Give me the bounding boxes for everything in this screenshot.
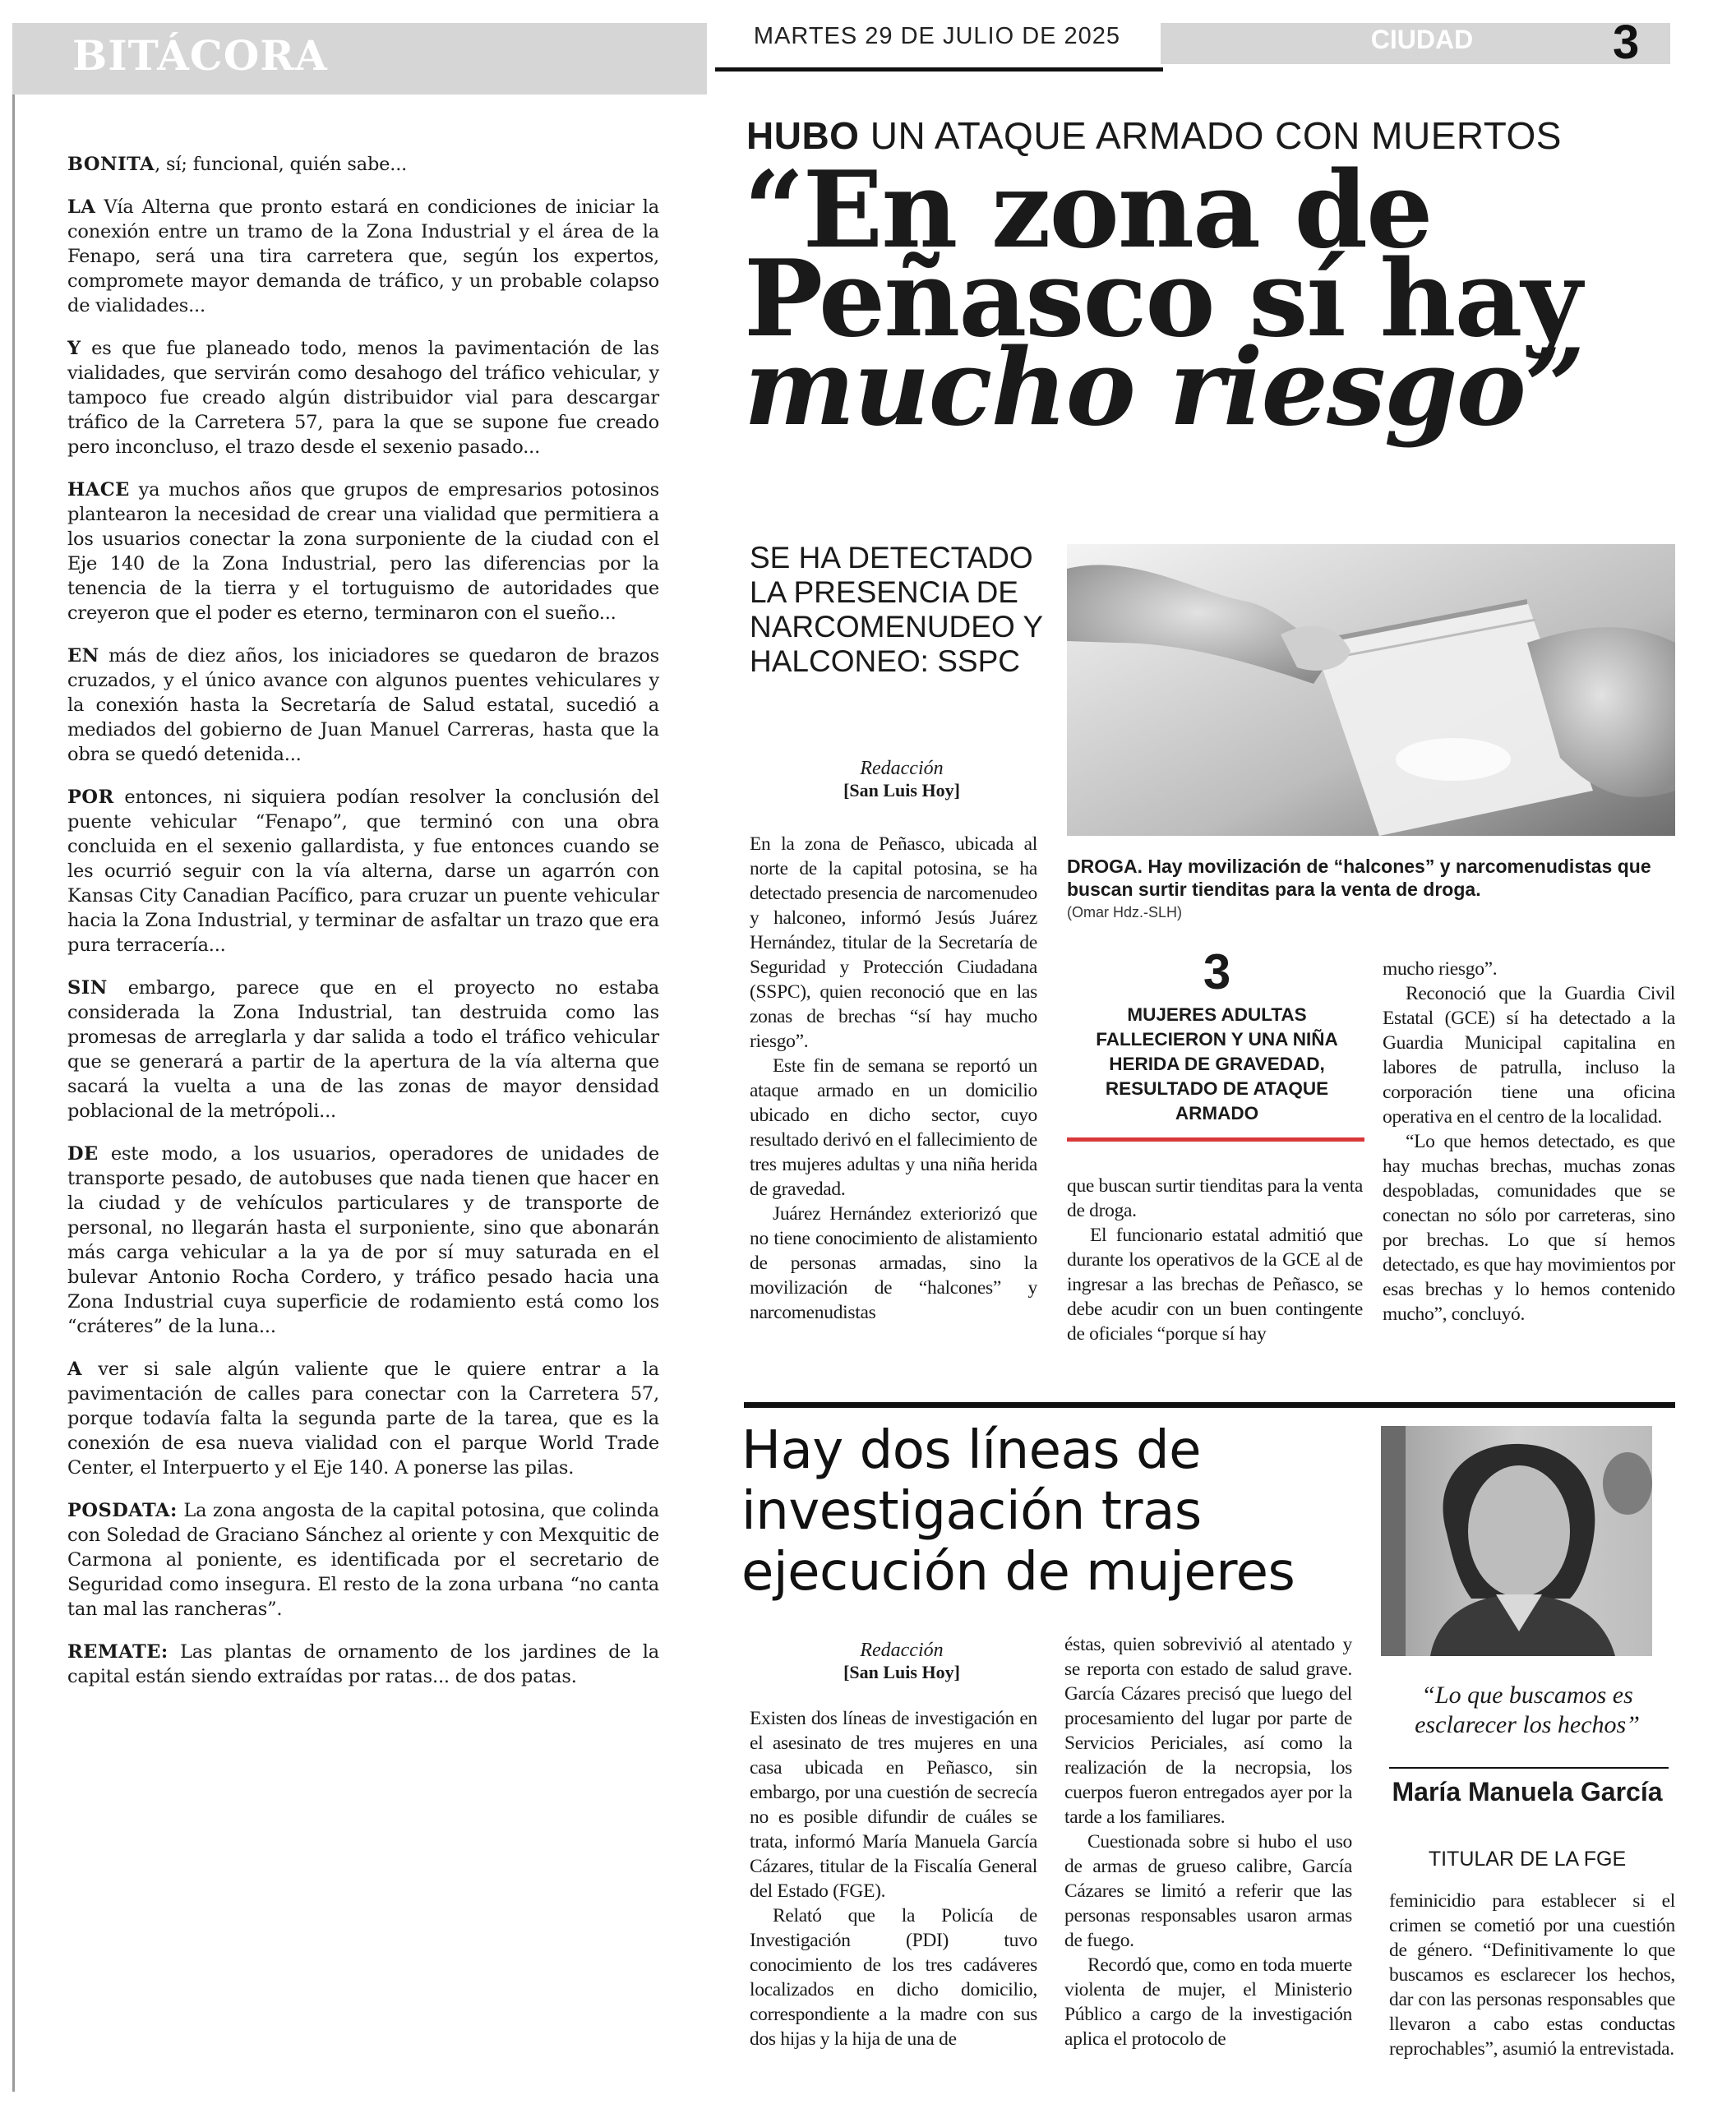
story-column: En la zona de Peñasco, ubicada al norte de la capital potosina, se ha detectado presencia de narcomenudeo y halconeo, informó Jesús Juárez Hernández, titular de la Secretaría de Seguridad y Protección Ciudadana (SSPC), quien reconoció que en las zonas de brechas “sí hay mucho riesgo”. Este fin de semana se reportó un ataque armado en un domicilio ubicado en dicho sector, cuyo resultado derivó en el fallecimiento de tres mujeres adultas y una niña herida de gravedad. Juárez Hernández exteriorizó que no tiene conocimiento de alistamiento de personas armadas, sino la movilización de “halcones” y narcomenudistas [750,833,1037,1323]
drug-bag-photo [1067,544,1675,836]
stat-rule [1067,1137,1364,1142]
byline: Redacción [San Luis Hoy] [843,1640,960,1682]
pull-quote: “Lo que buscamos es esclarecer los hechos” [1415,1682,1640,1738]
section-name: CIUDAD [1370,25,1474,54]
story-separator [744,1402,1675,1408]
column-title: BITÁCORA [72,31,328,80]
story-column: éstas, quien sobrevivió al atentado y se reporta con estado de salud grave. García Cázares precisó que luego del procesamiento del lugar por parte de Servicios Periciales, así como la realización de la necropsia, los cuerpos fueron entregados ayer por la tarde a los familiares. Cuestionada sobre si hubo el uso de armas de grueso calibre, García Cázares se limitó a referir que las personas responsables usaron armas de fuego. Recordó que, como en toda muerte violenta de mujer, el Ministerio Público a cargo de la investigación aplica el protocolo de [1064,1634,1352,2050]
header-rule [715,67,1163,72]
paragraph: BONITA, sí; funcional, quién sabe... [67,154,408,175]
second-headline: Hay dos líneas de investigación tras ejecución de mujeres [741,1420,1295,1603]
byline: Redacción [San Luis Hoy] [843,758,960,801]
story-column: Existen dos líneas de investigación en el asesinato de tres mujeres en una casa ubicada en Peñasco, sin embargo, por una cuestión de secrecía no es posible difundir de cuáles se trata, informó María Manuela García Cázares, titular de la Fiscalía General del Estado (FGE). Relató que la Policía de Investigación (PDI) tuvo conocimiento de los tres cadáveres localizados en dicho domicilio, correspondiente a la madre con sus dos hijas y la hija de una de [750,1708,1037,2050]
story-kicker: HUBO UN ATAQUE ARMADO CON MUERTOS [746,114,1562,157]
subdeck: SE HA DETECTADO LA PRESENCIA DE NARCOMENUDEO Y HALCONEO: SSPC [750,541,1043,678]
paragraph: POSDATA: La zona angosta de la capital potosina, que colinda con Soledad de Graciano Sánchez al oriente y con Mexquitic de Carmona al poniente, es identificada por el secretario de Seguridad como insegura. El resto de la zona urbana “no canta tan mal las rancheras”. [67,1500,659,1620]
page-number: 3 [1613,16,1640,69]
story-column: que buscan surtir tienditas para la venta de droga. El funcionario estatal admitió que durante los operativos de la GCE al de ingresar a las brechas de Peñasco, se debe acudir con un buen contingente de oficiales “porque sí hay [1067,1175,1363,1345]
paragraph: LA Vía Alterna que pronto estará en condiciones de iniciar la conexión entre un tramo de la Zona Industrial y el área de la Fenapo, será una tira carretera que, según los expertos, compromete mayor demanda de tráfico, y un probable colapso de vialidades... [67,196,659,316]
paragraph: Y es que fue planeado todo, menos la pavimentación de las vialidades, que servirán como desahogo del tráfico vehicular, y tampoco fue creado algún distribuidor vial para descargar tráfico de la Carretera 57, para la que se supone fue creado pero inconcluso, el trazo desde el sexenio pasado... [67,338,659,458]
photo-caption: DROGA. Hay movilización de “halcones” y narcomenudistas que buscan surtir tienditas para la venta de droga. [1067,856,1651,900]
paragraph: DE este modo, a los usuarios, operadores de unidades de transporte pesado, de autobuses que nada tienen que hacer en la ciudad y de vehículos particulares y de transporte de personal, no llegarán hasta el surponiente, sino que abonarán más carga vehicular a la ya de por sí muy saturada en el bulevar Antonio Rocha Cordero, y tráfico pesado hacia una Zona Industrial cuya superficie de rodamiento está como los “cráteres” de la luna... [67,1143,659,1337]
issue-date: MARTES 29 DE JULIO DE 2025 [753,23,1121,49]
story-column: mucho riesgo”. Reconoció que la Guardia Civil Estatal (GCE) sí ha detectado a la Guardia Municipal capitalina en labores de patrulla, incluso la corporación tiene una oficina operativa en el centro de la localidad. “Lo que hemos detectado, es que hay muchas brechas, muchas zonas despobladas, comunidades que se conectan no sólo por carreteras, sino por brechas. Lo que sí hemos detectado, es que hay movimientos por esas brechas y lo hemos contenido mucho”, concluyó. [1383,958,1675,1325]
paragraph: REMATE: Las plantas de ornamento de los jardines de la capital están siendo extraídas por ratas... de dos patas. [67,1641,659,1687]
story-column: feminicidio para establecer si el crimen se cometió por una cuestión de género. “Definitivamente lo que buscamos es esclarecer los hechos, dar con las personas responsables que llevaron a cabo estas conductas reprochables”, asumió la entrevistada. [1389,1890,1675,2060]
quote-attribution-title: TITULAR DE LA FGE [1428,1848,1627,1871]
paragraph: HACE ya muchos años que grupos de empresarios potosinos plantearon la necesidad de crear una vialidad que permitiera a los usuarios conectar la zona surponiente de la ciudad con el Eje 140 de la Zona Industrial, pero las diferencias por la tenencia de la tierra y el tortuguismo de autoridades que creyeron que el poder es eterno, terminaron con el sueño... [67,479,659,624]
quote-attribution-name: María Manuela García [1392,1777,1663,1806]
quote-rule [1389,1767,1669,1769]
portrait-photo [1381,1426,1652,1656]
paragraph: A ver si sale algún valiente que le quiere entrar a la pavimentación de calles para conectar con la Carretera 57, porque todavía falta la segunda parte de la tarea, que es la conexión de esa nueva vialidad con el parque World Trade Center, el Interpuerto y el Eje 140. A ponerse las pilas. [67,1359,659,1479]
photo-credit: (Omar Hdz.-SLH) [1067,904,1183,920]
paragraph: EN más de diez años, los iniciadores se quedaron de brazos cruzados, y el único avance con algunos puentes vehiculares y la conexión hasta la Secretaría de Salud estatal, sucedió a mediados del gobierno de Juan Manuel Carreras, hasta que la obra se quedó detenida... [67,645,659,765]
column-rule [12,95,15,2092]
paragraph: SIN embargo, parece que en el proyecto no estaba considerada la Zona Industrial, tan destruida como las promesas de arreglarla y dar salida a todo el tráfico vehicular que se generará a partir de la apertura de la vía alterna que sacará la vuelta a una de las zonas de mayor densidad poblacional de la metrópoli... [67,977,659,1122]
paragraph: POR entonces, ni siquiera podían resolver la conclusión del puente vehicular “Fenapo”, que terminó con una obra concluida en el sexenio gallardista, y fue entonces cuando se les ocurrió seguir con la vía alterna, darse un agarrón con Kansas City Canadian Pacífico, para cruzar un puente vehicular hacia la Zona Industrial, y terminar de asfaltar un trazo que era pura terracería... [67,787,659,956]
stat-number: 3 [1203,944,1231,999]
main-headline: “En zona de Peñasco sí hay mucho riesgo” [744,149,1584,450]
stat-text: MUJERES ADULTAS FALLECIERON Y UNA NIÑA HERIDA DE GRAVEDAD, RESULTADO DE ATAQUE ARMADO [1096,1004,1338,1124]
bitacora-column [67,152,659,1707]
